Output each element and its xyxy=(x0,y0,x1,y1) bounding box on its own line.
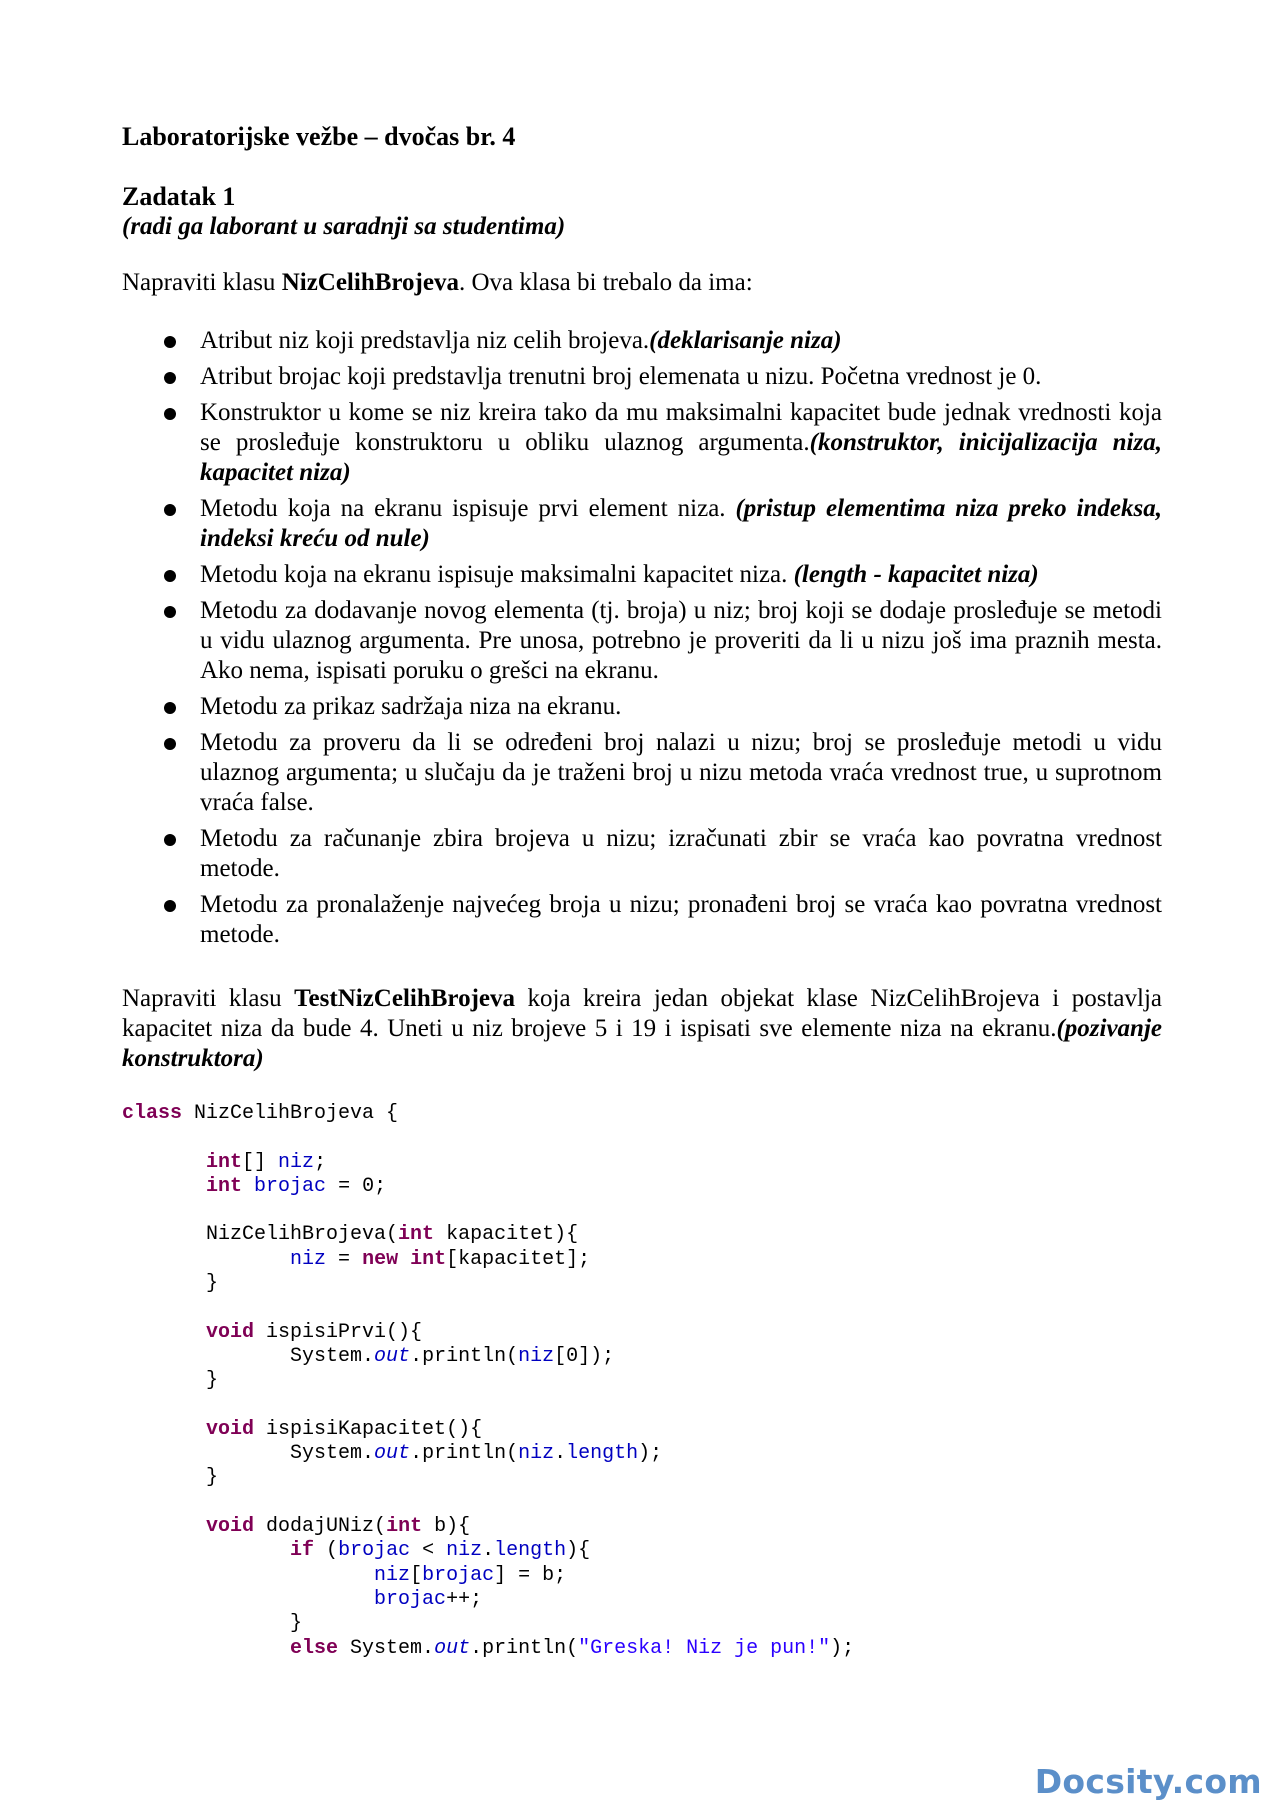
test-note: (pozivanje konstruktora) xyxy=(122,1015,1162,1072)
static-field: out xyxy=(434,1636,471,1660)
keyword: void xyxy=(206,1417,255,1441)
field: brojac xyxy=(254,1174,327,1198)
list-item xyxy=(122,326,1162,356)
bullet-icon xyxy=(164,702,176,714)
list-item xyxy=(122,494,1162,554)
static-field: out xyxy=(374,1344,411,1368)
keyword: int xyxy=(386,1515,423,1539)
bullet-icon xyxy=(164,336,176,348)
item-text: Metodu za proveru da li se određeni broj nalazi u nizu; broj se prosleđuje metodi u vidu ulaznog argumenta; u slučaju da je traženi broj u nizu metoda vraća vrednost true, u suprotnom vraća false. xyxy=(200,729,1162,816)
docsity-watermark[interactable]: Docsity.com xyxy=(1034,1762,1262,1801)
keyword: int xyxy=(410,1247,447,1271)
field: niz xyxy=(278,1150,315,1174)
field: niz xyxy=(518,1442,555,1466)
string-literal: "Greska! Niz je pun!" xyxy=(578,1636,831,1660)
bullet-icon xyxy=(164,606,176,618)
bullet-icon xyxy=(164,372,176,384)
item-text: Metodu za pronalaženje najvećeg broja u nizu; pronađeni broj se vraća kao povratna vrednost metode. xyxy=(200,891,1162,948)
item-text: Metodu za prikaz sadržaja niza na ekranu. xyxy=(200,693,622,720)
item-text: Metodu koja na ekranu ispisuje prvi element niza. xyxy=(200,495,736,522)
class-name: NizCelihBrojeva xyxy=(281,269,459,296)
field: length xyxy=(494,1539,567,1563)
bullet-icon xyxy=(164,834,176,846)
keyword: int xyxy=(398,1223,435,1247)
intro-text-end: . Ova klasa bi trebalo da ima: xyxy=(458,269,753,296)
field: niz xyxy=(518,1344,555,1368)
list-item xyxy=(122,692,1162,722)
item-text: Atribut niz koji predstavlja niz celih brojeva. xyxy=(200,327,650,354)
list-item xyxy=(122,890,1162,950)
static-field: out xyxy=(374,1442,411,1466)
field: length xyxy=(566,1442,639,1466)
list-item xyxy=(122,596,1162,686)
item-text: Metodu za dodavanje novog elementa (tj. broja) u niz; broj koji se dodaje prosleđuje se metodi u vidu ulaznog argumenta. Pre unosa, potrebno je proveriti da li u nizu još ima praznih mesta. Ako nema, ispisati poruku o grešci na ekranu. xyxy=(200,597,1162,684)
test-text-end: koja kreira jedan objekat klase NizCelihBrojeva i postavlja kapacitet niza da bude 4. Uneti u niz brojeve 5 i 19 i ispisati sve elemente niza na ekranu. xyxy=(122,985,1162,1042)
keyword: new xyxy=(362,1247,399,1271)
task-heading: Zadatak 1 xyxy=(122,182,236,211)
item-text: Metodu koja na ekranu ispisuje maksimalni kapacitet niza. xyxy=(200,561,794,588)
keyword: void xyxy=(206,1515,255,1539)
field: niz xyxy=(374,1563,411,1587)
item-text: Konstruktor u kome se niz kreira tako da mu maksimalni kapacitet bude jednak vrednosti koja se prosleđuje konstruktoru u obliku ulaznog argumenta. xyxy=(200,399,1162,456)
test-paragraph xyxy=(122,984,1162,1074)
test-text: Napraviti klasu xyxy=(122,985,295,1012)
list-item xyxy=(122,824,1162,884)
field: niz xyxy=(290,1247,327,1271)
bullet-icon xyxy=(164,504,176,516)
item-text: Atribut brojac koji predstavlja trenutni broj elemenata u nizu. Početna vrednost je 0. xyxy=(200,363,1042,390)
test-class-name: TestNizCelihBrojeva xyxy=(294,985,515,1012)
item-note: (deklarisanje niza) xyxy=(649,327,842,354)
item-text: Metodu za računanje zbira brojeva u nizu; izračunati zbir se vraća kao povratna vrednost metode. xyxy=(200,825,1162,882)
bullet-icon xyxy=(164,900,176,912)
bullet-icon xyxy=(164,408,176,420)
item-note: (length - kapacitet niza) xyxy=(793,561,1039,588)
field: brojac xyxy=(374,1587,447,1611)
list-item xyxy=(122,728,1162,818)
bullet-icon xyxy=(164,738,176,750)
keyword: int xyxy=(206,1150,243,1174)
keyword: if xyxy=(290,1539,315,1563)
item-note: (konstruktor, inicijalizacija niza, kapacitet niza) xyxy=(200,429,1162,486)
bullet-icon xyxy=(164,570,176,582)
requirements-list xyxy=(122,326,1162,950)
keyword: int xyxy=(206,1174,243,1198)
document-page xyxy=(122,122,1162,1661)
code-listing: class NizCelihBrojeva { int[] niz; int brojac = 0; NizCelihBrojeva(int kapacitet){ niz = new int[kapacitet]; } void ispisiPrvi(){ System.out.println(niz[0]); } void ispisiKapacitet(){ System.out.println(niz.length); } void dodajUNiz(int b){ if (brojac < niz.length){ niz[brojac] = b; brojac++; } else System.out.println("Greska! Niz je pun!"); xyxy=(122,1102,855,1660)
document-title: Laboratorijske vežbe – dvočas br. 4 xyxy=(122,122,516,151)
keyword: else xyxy=(290,1636,339,1660)
intro-text: Napraviti klasu xyxy=(122,269,282,296)
item-note: (pristup elementima niza preko indeksa, indeksi kreću od nule) xyxy=(200,495,1162,552)
list-item xyxy=(122,560,1162,590)
code-text: NizCelihBrojeva { xyxy=(182,1102,399,1125)
task-intro xyxy=(122,268,1162,298)
field: brojac xyxy=(338,1539,411,1563)
field: niz xyxy=(446,1539,483,1563)
task-subtitle: (radi ga laborant u saradnji sa studentima) xyxy=(122,213,566,240)
list-item xyxy=(122,362,1162,392)
list-item xyxy=(122,398,1162,488)
field: brojac xyxy=(422,1563,495,1587)
keyword: void xyxy=(206,1320,255,1344)
keyword: class xyxy=(122,1102,183,1125)
